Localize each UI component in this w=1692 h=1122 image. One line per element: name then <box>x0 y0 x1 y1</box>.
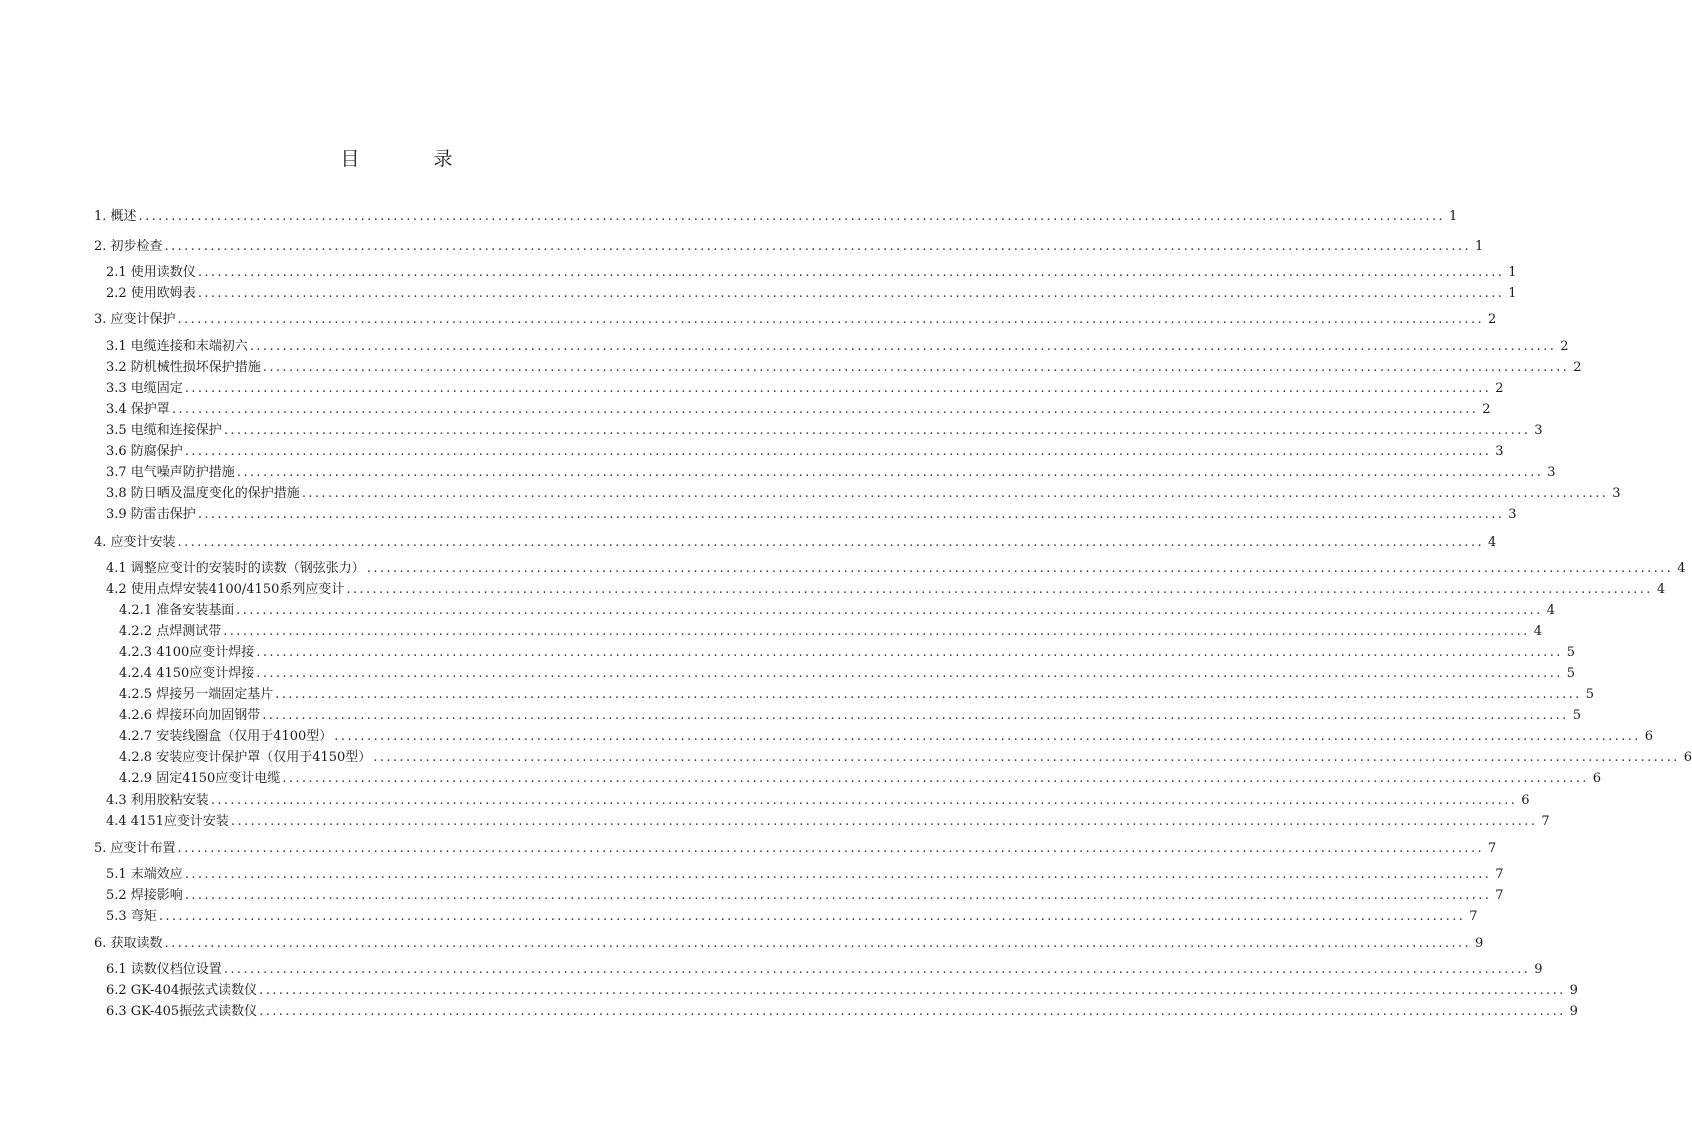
dot-leader: ........................................................................................................................................................................................................ <box>184 867 1492 882</box>
toc-entry-title: 4.1 调整应变计的安装时的读数（钢弦张力） <box>106 561 365 576</box>
toc-entry-title: 4.3 利用胶粘安装 <box>106 793 209 808</box>
toc-entry-title: 4. 应变计安装 <box>94 535 176 550</box>
toc-entry-page-number: 9 <box>1534 962 1543 977</box>
toc-entry-page-number: 4 <box>1488 535 1497 550</box>
toc-entry-page-number: 4 <box>1533 624 1542 639</box>
toc-entry-page-number: 2 <box>1573 360 1582 375</box>
toc-entry[interactable] <box>119 644 1576 662</box>
dot-leader: ........................................................................................................................................................................................................ <box>373 750 1680 765</box>
dot-leader: ........................................................................................................................................................................................................ <box>184 444 1492 459</box>
toc-entry-title: 3.8 防日晒及温度变化的保护措施 <box>106 486 300 501</box>
toc-entry-page-number: 3 <box>1508 507 1517 522</box>
toc-entry[interactable] <box>106 887 1504 905</box>
toc-entry[interactable] <box>119 770 1602 788</box>
toc-entry[interactable] <box>106 338 1569 356</box>
toc-entry-page-number: 1 <box>1449 209 1458 224</box>
dot-leader: ........................................................................................................................................................................................................ <box>334 729 1641 744</box>
dot-leader: ........................................................................................................................................................................................................ <box>236 603 1543 618</box>
dot-leader: ........................................................................................................................................................................................................ <box>164 239 1472 254</box>
toc-entry-title: 3.2 防机械性损坏保护措施 <box>106 360 261 375</box>
toc-entry-title: 6.3 GK-405振弦式读数仪 <box>106 1004 258 1019</box>
dot-leader: ........................................................................................................................................................................................................ <box>138 209 1446 224</box>
toc-entry-title: 4.2.1 准备安装基面 <box>119 603 235 618</box>
dot-leader: ........................................................................................................................................................................................................ <box>184 381 1492 396</box>
toc-entry-title: 5.3 弯矩 <box>106 909 157 924</box>
toc-entry-title: 6. 获取读数 <box>94 936 163 951</box>
toc-entry-title: 2. 初步检查 <box>94 239 163 254</box>
dot-leader: ........................................................................................................................................................................................................ <box>177 841 1485 856</box>
dot-leader: ........................................................................................................................................................................................................ <box>259 983 1566 998</box>
toc-entry-title: 4.2.4 4150应变计焊接 <box>119 666 255 681</box>
toc-entry[interactable] <box>106 359 1582 377</box>
toc-entry[interactable] <box>106 443 1504 461</box>
dot-leader: ........................................................................................................................................................................................................ <box>210 793 1518 808</box>
dot-leader: ........................................................................................................................................................................................................ <box>230 814 1538 829</box>
toc-entry-page-number: 9 <box>1475 936 1484 951</box>
dot-leader: ........................................................................................................................................................................................................ <box>346 582 1653 597</box>
toc-entry-page-number: 9 <box>1569 1004 1578 1019</box>
toc-entry-title: 3.6 防腐保护 <box>106 444 183 459</box>
toc-entry[interactable] <box>106 485 1621 503</box>
toc-entry-title: 1. 概述 <box>94 209 137 224</box>
toc-entry-title: 4.4 4151应变计安装 <box>106 814 229 829</box>
toc-entry-page-number: 6 <box>1592 771 1602 786</box>
toc-entry[interactable] <box>94 238 1484 256</box>
toc-entry-title: 3.5 电缆和连接保护 <box>106 423 222 438</box>
dot-leader: ........................................................................................................................................................................................................ <box>171 402 1479 417</box>
toc-entry-title: 5.2 焊接影响 <box>106 888 183 903</box>
dot-leader: ........................................................................................................................................................................................................ <box>249 339 1557 354</box>
toc-entry-page-number: 1 <box>1475 239 1484 254</box>
toc-entry-page-number: 7 <box>1541 814 1550 829</box>
toc-entry-page-number: 3 <box>1547 465 1556 480</box>
toc-entry[interactable] <box>119 707 1581 725</box>
toc-entry-page-number: 7 <box>1495 888 1504 903</box>
toc-entry[interactable] <box>119 623 1542 641</box>
toc-entry[interactable] <box>106 380 1504 398</box>
toc-entry-page-number: 4 <box>1656 582 1666 597</box>
dot-leader: ........................................................................................................................................................................................................ <box>223 962 1531 977</box>
toc-entry-title: 4.2 使用点焊安装4100/4150系列应变计 <box>106 582 345 597</box>
dot-leader: ........................................................................................................................................................................................................ <box>256 666 1563 681</box>
toc-entry[interactable] <box>106 908 1478 926</box>
toc-entry-title: 4.2.9 固定4150应变计电缆 <box>119 771 281 786</box>
toc-entry[interactable] <box>94 534 1497 552</box>
dot-leader: ........................................................................................................................................................................................................ <box>262 708 1569 723</box>
toc-entry-page-number: 4 <box>1677 561 1686 576</box>
toc-entry-title: 3.4 保护罩 <box>106 402 170 417</box>
toc-entry[interactable] <box>106 961 1543 979</box>
toc-entry-page-number: 4 <box>1546 603 1555 618</box>
toc-entry-title: 2.2 使用欧姆表 <box>106 286 196 301</box>
toc-entry[interactable] <box>106 813 1550 831</box>
toc-entry[interactable] <box>119 686 1594 704</box>
dot-leader: ........................................................................................................................................................................................................ <box>177 312 1485 327</box>
toc-entry-title: 4.2.5 焊接另一端固定基片 <box>119 687 274 702</box>
dot-leader: ........................................................................................................................................................................................................ <box>177 535 1485 550</box>
toc-entry-title: 5. 应变计布置 <box>94 841 176 856</box>
toc-entry-title: 2.1 使用读数仪 <box>106 265 196 280</box>
toc-entry-page-number: 1 <box>1508 265 1517 280</box>
toc-entry-title: 6.2 GK-404振弦式读数仪 <box>106 983 258 998</box>
toc-entry[interactable] <box>94 935 1484 953</box>
toc-entry-page-number: 7 <box>1469 909 1478 924</box>
toc-entry[interactable] <box>106 422 1543 440</box>
dot-leader: ........................................................................................................................................................................................................ <box>366 561 1674 576</box>
toc-entry-page-number: 9 <box>1569 983 1578 998</box>
toc-entry-title: 4.2.6 焊接环向加固钢带 <box>119 708 261 723</box>
page-title: 目 录 <box>340 148 487 170</box>
toc-entry-page-number: 6 <box>1644 729 1654 744</box>
dot-leader: ........................................................................................................................................................................................................ <box>197 507 1505 522</box>
dot-leader: ........................................................................................................................................................................................................ <box>164 936 1472 951</box>
toc-entry[interactable] <box>106 982 1578 1000</box>
toc-entry[interactable] <box>106 401 1491 419</box>
toc-entry-page-number: 7 <box>1495 867 1504 882</box>
toc-entry-title: 4.2.7 安装线圈盒（仅用于4100型） <box>119 729 333 744</box>
toc-entry-title: 5.1 末端效应 <box>106 867 183 882</box>
toc-entry[interactable] <box>106 866 1504 884</box>
dot-leader: ........................................................................................................................................................................................................ <box>262 360 1570 375</box>
toc-entry-page-number: 2 <box>1495 381 1504 396</box>
toc-entry[interactable] <box>106 464 1556 482</box>
toc-entry[interactable] <box>119 665 1576 683</box>
toc-entry-title: 3.1 电缆连接和末端初六 <box>106 339 248 354</box>
toc-entry-page-number: 6 <box>1683 750 1692 765</box>
dot-leader: ........................................................................................................................................................................................................ <box>236 465 1544 480</box>
toc-entry[interactable] <box>119 728 1654 746</box>
toc-entry-page-number: 7 <box>1488 841 1497 856</box>
toc-entry-title: 4.2.3 4100应变计焊接 <box>119 645 255 660</box>
dot-leader: ........................................................................................................................................................................................................ <box>256 645 1563 660</box>
toc-entry[interactable] <box>106 264 1517 282</box>
toc-entry-title: 3.9 防雷击保护 <box>106 507 196 522</box>
dot-leader: ........................................................................................................................................................................................................ <box>197 286 1505 301</box>
dot-leader: ........................................................................................................................................................................................................ <box>259 1004 1566 1019</box>
toc-entry[interactable] <box>94 840 1497 858</box>
toc-entry-page-number: 1 <box>1508 286 1517 301</box>
toc-entry-page-number: 3 <box>1612 486 1621 501</box>
toc-entry-title: 4.2.8 安装应变计保护罩（仅用于4150型） <box>119 750 372 765</box>
toc-entry[interactable] <box>106 506 1517 524</box>
toc-entry-page-number: 5 <box>1566 666 1576 681</box>
toc-entry[interactable] <box>94 311 1497 329</box>
toc-entry-title: 6.1 读数仪档位设置 <box>106 962 222 977</box>
toc-entry-title: 4.2.2 点焊测试带 <box>119 624 222 639</box>
toc-entry-page-number: 5 <box>1585 687 1594 702</box>
toc-entry-title: 3. 应变计保护 <box>94 312 176 327</box>
dot-leader: ........................................................................................................................................................................................................ <box>223 423 1531 438</box>
toc-entry-page-number: 2 <box>1482 402 1491 417</box>
toc-entry[interactable] <box>106 285 1517 303</box>
toc-entry-page-number: 3 <box>1534 423 1543 438</box>
toc-entry[interactable] <box>119 602 1555 620</box>
toc-entry-page-number: 3 <box>1495 444 1504 459</box>
toc-entry[interactable] <box>106 560 1686 578</box>
dot-leader: ........................................................................................................................................................................................................ <box>223 624 1530 639</box>
dot-leader: ........................................................................................................................................................................................................ <box>282 771 1589 786</box>
toc-entry-page-number: 2 <box>1560 339 1569 354</box>
toc-entry[interactable] <box>106 1003 1578 1021</box>
dot-leader: ........................................................................................................................................................................................................ <box>301 486 1609 501</box>
dot-leader: ........................................................................................................................................................................................................ <box>158 909 1466 924</box>
toc-entry-title: 3.7 电气噪声防护措施 <box>106 465 235 480</box>
toc-entry-title: 3.3 电缆固定 <box>106 381 183 396</box>
toc-entry-page-number: 5 <box>1566 645 1576 660</box>
toc-entry-page-number: 6 <box>1521 793 1530 808</box>
toc-entry[interactable] <box>106 792 1530 810</box>
dot-leader: ........................................................................................................................................................................................................ <box>184 888 1492 903</box>
dot-leader: ........................................................................................................................................................................................................ <box>197 265 1505 280</box>
toc-entry-page-number: 2 <box>1488 312 1497 327</box>
toc-entry-page-number: 5 <box>1572 708 1581 723</box>
toc-entry[interactable] <box>106 581 1666 599</box>
dot-leader: ........................................................................................................................................................................................................ <box>275 687 1582 702</box>
toc-entry[interactable] <box>94 208 1458 226</box>
toc-entry[interactable] <box>119 749 1692 767</box>
